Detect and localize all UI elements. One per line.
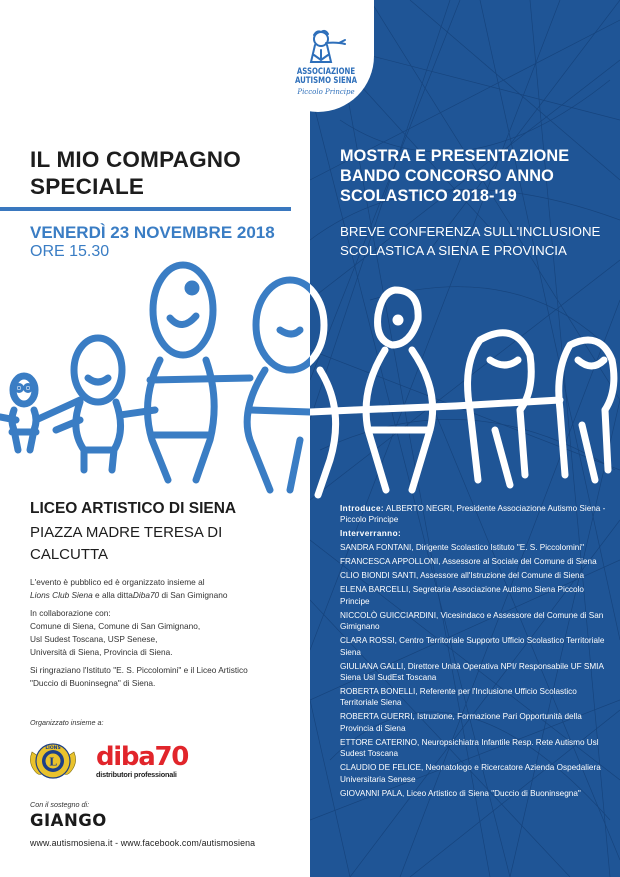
conference-subtitle: BREVE CONFERENZA SULL'INCLUSIONE SCOLASTICA A SIENA E PROVINCIA bbox=[340, 224, 601, 258]
diba-subtitle: distributori professionali bbox=[96, 770, 177, 779]
logo-tagline: Piccolo Principe bbox=[297, 88, 355, 96]
association-logo bbox=[286, 28, 366, 96]
collaboration-line: Comune di Siena, Comune di San Gimignano, bbox=[30, 621, 201, 631]
event-time: ORE 15.30 bbox=[30, 243, 110, 260]
logo-line-2: AUTISMO SIENA bbox=[294, 76, 358, 86]
website-links[interactable]: www.autismosiena.it - www.facebook.com/autismosiena bbox=[30, 838, 256, 848]
event-date: VENERDÌ 23 NOVEMBRE 2018 bbox=[30, 223, 275, 242]
giango-logo: GIANGO bbox=[30, 811, 107, 830]
diba-brand: diba70 bbox=[96, 742, 189, 772]
introducer-text: ALBERTO NEGRI, Presidente Associazione Autismo Siena - Piccolo Principe bbox=[340, 504, 606, 525]
collaboration-info bbox=[30, 607, 300, 659]
info-text: L'evento è pubblico ed è organizzato insieme al bbox=[30, 577, 205, 587]
speaker-item: NICCOLÒ GUICCIARDINI, Vicesindaco e Assessore del Comune di San Gimignano bbox=[340, 610, 604, 632]
lions-club-name: Lions Club Siena bbox=[30, 590, 93, 600]
lions-international-icon bbox=[28, 738, 78, 784]
speakers-label: Interverranno: bbox=[340, 529, 402, 539]
introduce-label: Introduce: bbox=[340, 504, 385, 513]
svg-text:LIONS: LIONS bbox=[45, 746, 61, 751]
speaker-item: ELENA BARCELLI, Segretaria Associazione Autismo Siena Piccolo Principe bbox=[340, 585, 584, 606]
speaker-item: CLARA ROSSI, Centro Territoriale Supporto Ufficio Scolastico Territoriale Siena bbox=[340, 636, 605, 657]
thanks-line: Si ringraziano l'Istituto "E. S. Piccolomini" e il Liceo Artistico bbox=[30, 665, 248, 675]
venue-name: LICEO ARTISTICO DI SIENA bbox=[30, 500, 237, 517]
svg-text:L: L bbox=[49, 755, 57, 769]
collaboration-title: In collaborazione con: bbox=[30, 608, 111, 618]
organization-info bbox=[30, 576, 300, 602]
speaker-item: GIOVANNI PALA, Liceo Artistico di Siena "Duccio di Buoninsegna" bbox=[340, 788, 581, 798]
speakers-list bbox=[340, 503, 615, 802]
exhibition-title: MOSTRA E PRESENTAZIONE BANDO CONCORSO ANNO SCOLASTICO 2018-'19 bbox=[340, 147, 570, 205]
speaker-item: ROBERTA GUERRI, Istruzione, Formazione Pari Opportunità della Provincia di Siena bbox=[340, 712, 582, 733]
speaker-item: ROBERTA BONELLI, Referente per l'Inclusione Ufficio Scolastico Territoriale Siena bbox=[340, 687, 577, 708]
collaboration-line: Usl Sudest Toscana, USP Senese, bbox=[30, 634, 158, 644]
thanks-info bbox=[30, 664, 300, 690]
venue-address: PIAZZA MADRE TERESA DI CALCUTTA bbox=[30, 524, 223, 563]
support-label: Con il sostegno di: bbox=[30, 800, 90, 809]
diba70-logo bbox=[96, 744, 188, 779]
speaker-item: ETTORE CATERINO, Neuropsichiatra Infantile Resp. Rete Autismo Usl Sudest Toscana bbox=[340, 737, 599, 759]
organized-label: Organizzato insieme a: bbox=[30, 718, 104, 727]
diba-name: Diba70 bbox=[132, 590, 160, 600]
logo-line-1: ASSOCIAZIONE bbox=[296, 67, 356, 77]
speaker-item: CLAUDIO DE FELICE, Neonatologo e Ricercatore Azienda Ospedaliera Universitaria Senese bbox=[340, 763, 601, 784]
introducer bbox=[340, 503, 615, 526]
info-text: e alla ditta bbox=[92, 590, 133, 600]
speaker-item: FRANCESCA APPOLLONI, Assessore al Sociale del Comune di Siena bbox=[340, 557, 597, 567]
little-prince-icon bbox=[299, 28, 353, 68]
main-title: IL MIO COMPAGNO SPECIALE bbox=[30, 147, 241, 199]
speaker-item: CLIO BIONDI SANTI, Assessore all'Istruzione del Comune di Siena bbox=[340, 571, 585, 581]
info-text: di San Gimignano bbox=[159, 590, 228, 600]
speaker-item: GIULIANA GALLI, Direttore Unità Operativa NPI/ Responsabile UF SMIA Siena Usl SudEst Toscana bbox=[340, 661, 604, 683]
speaker-item: SANDRA FONTANI, Dirigente Scolastico Istituto "E. S. Piccolomini" bbox=[340, 543, 585, 553]
thanks-line: "Duccio di Buoninsegna" di Siena. bbox=[30, 678, 156, 688]
title-divider bbox=[0, 207, 291, 211]
collaboration-line: Università di Siena, Provincia di Siena. bbox=[30, 647, 173, 657]
